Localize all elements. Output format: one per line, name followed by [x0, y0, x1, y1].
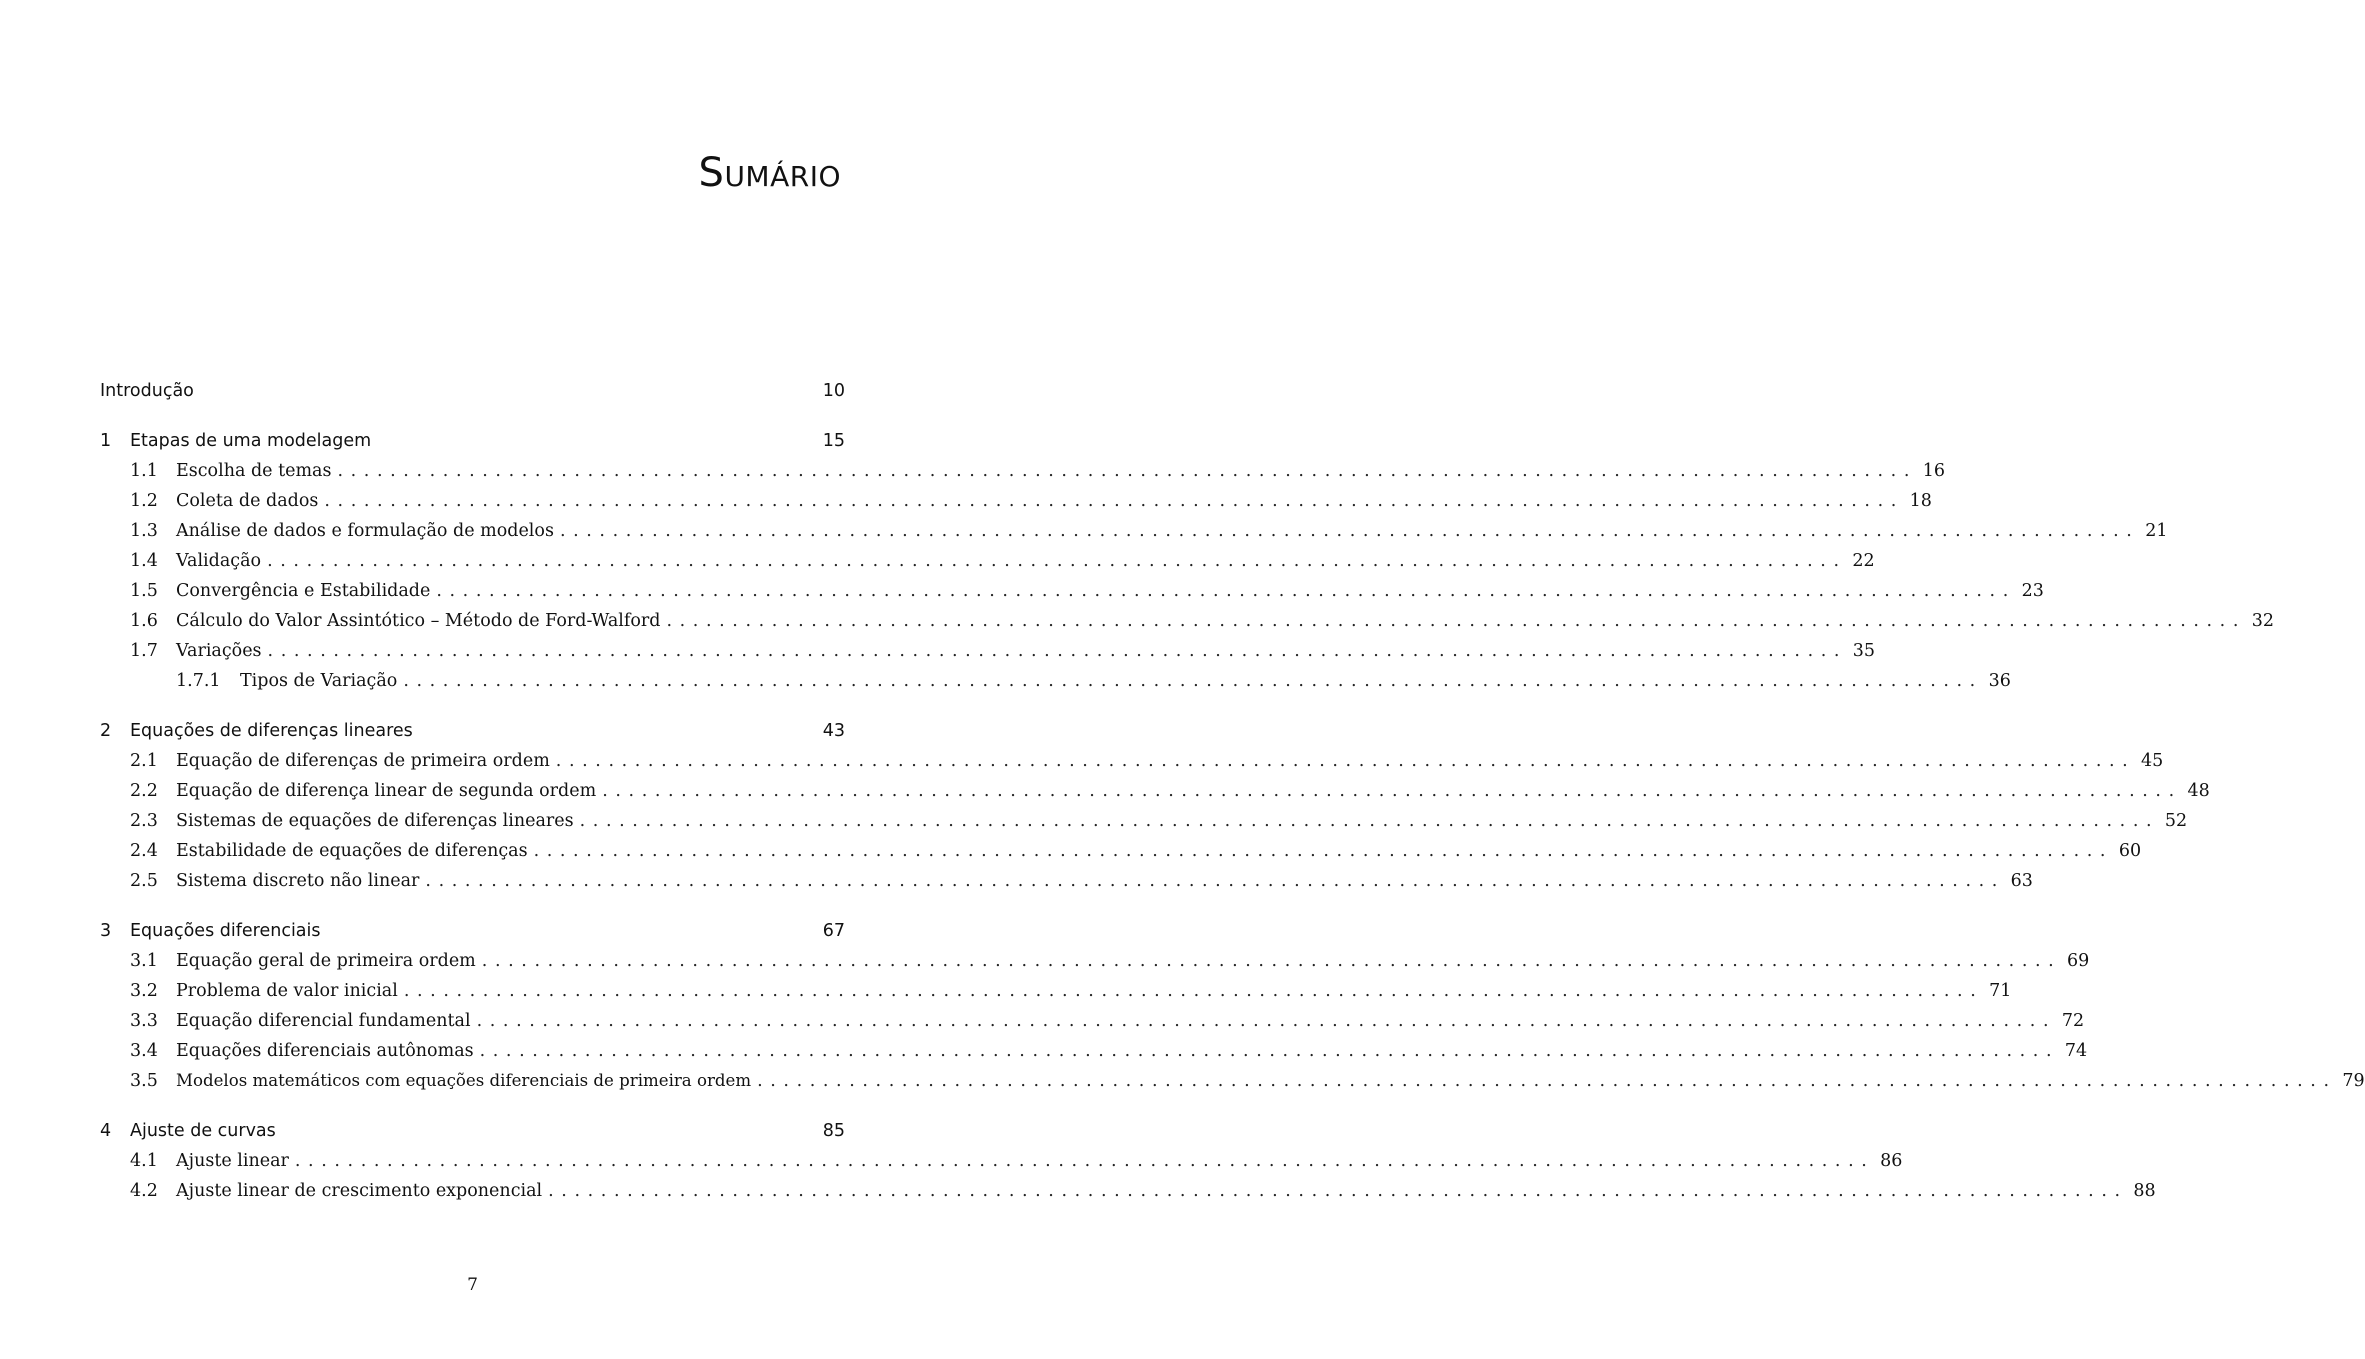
toc-section-3-2[interactable]	[100, 976, 2012, 1006]
toc-section-label: Ajuste linear	[176, 1151, 289, 1171]
dot-leader: ........................................................................................................................	[555, 751, 2136, 771]
toc-section-3-1[interactable]	[100, 946, 2090, 976]
toc-section-page: 79	[2342, 1071, 2365, 1091]
toc-chapter-2[interactable]	[100, 716, 845, 746]
toc-subsection-page: 36	[1988, 671, 2011, 691]
toc-section-number: 3.2	[130, 981, 158, 1001]
toc-section-1-3[interactable]	[100, 516, 2168, 546]
dot-leader: ........................................................................................................................	[481, 951, 2062, 971]
toc-chapter-page: 67	[822, 921, 845, 941]
toc-chapter-3[interactable]	[100, 916, 845, 946]
toc-section-1-5[interactable]	[100, 576, 2044, 606]
page-title: Sumário	[698, 150, 841, 196]
toc-chapter-number: 4	[100, 1121, 112, 1141]
dot-leader: ........................................................................................................................	[425, 871, 2005, 891]
table-of-contents	[100, 376, 2365, 1206]
toc-section-page: 35	[1852, 641, 1876, 661]
toc-section-number: 1.5	[130, 581, 158, 601]
toc-section-page: 16	[1922, 461, 1946, 481]
toc-section-number: 4.2	[130, 1181, 158, 1201]
dot-leader: ........................................................................................................................	[324, 491, 1904, 511]
toc-section-label: Problema de valor inicial	[176, 981, 398, 1001]
dot-leader: ........................................................................................................................	[479, 1041, 2060, 1061]
toc-subsection-number: 1.7.1	[176, 671, 221, 691]
toc-section-2-2[interactable]	[100, 776, 2210, 806]
dot-leader: ........................................................................................................................	[548, 1181, 2128, 1201]
toc-section-label: Sistemas de equações de diferenças lineares	[176, 811, 574, 831]
toc-section-page: 88	[2133, 1181, 2156, 1201]
toc-entry-introduction[interactable]	[100, 376, 845, 406]
dot-leader: ........................................................................................................................	[757, 1071, 2337, 1091]
toc-chapter-1[interactable]	[100, 426, 845, 456]
toc-section-label: Coleta de dados	[176, 491, 319, 511]
toc-entry-label: Introdução	[100, 381, 194, 401]
toc-chapter-label: Equações de diferenças lineares	[130, 721, 413, 741]
toc-section-label: Modelos matemáticos com equações diferenciais de primeira ordem	[176, 1071, 752, 1090]
toc-section-label: Convergência e Estabilidade	[176, 581, 431, 601]
toc-section-number: 3.3	[130, 1011, 158, 1031]
page-number: 7	[467, 1275, 478, 1295]
toc-section-page: 71	[1989, 981, 2012, 1001]
toc-section-label: Análise de dados e formulação de modelos	[176, 521, 554, 541]
toc-section-label: Equação diferencial fundamental	[176, 1011, 471, 1031]
toc-section-number: 2.4	[130, 841, 158, 861]
toc-section-page: 74	[2064, 1041, 2088, 1061]
toc-section-number: 1.3	[130, 521, 158, 541]
toc-section-number: 1.6	[130, 611, 158, 631]
toc-section-4-1[interactable]	[100, 1146, 1903, 1176]
toc-section-page: 22	[1852, 551, 1875, 571]
toc-section-number: 1.4	[130, 551, 158, 571]
toc-subsection-1-7-1[interactable]	[100, 666, 2011, 696]
toc-section-number: 2.5	[130, 871, 158, 891]
toc-section-label: Equação de diferenças de primeira ordem	[176, 751, 550, 771]
toc-section-label: Equação geral de primeira ordem	[176, 951, 476, 971]
toc-chapter-number: 3	[100, 921, 112, 941]
toc-section-label: Sistema discreto não linear	[176, 871, 420, 891]
dot-leader: ........................................................................................................................	[337, 461, 1918, 481]
toc-section-label: Estabilidade de equações de diferenças	[176, 841, 528, 861]
dot-leader: ........................................................................................................................	[666, 611, 2247, 631]
toc-chapter-page: 15	[822, 431, 845, 451]
toc-section-number: 1.7	[130, 641, 158, 661]
toc-section-number: 1.1	[130, 461, 158, 481]
dot-leader: ........................................................................................................................	[476, 1011, 2057, 1031]
toc-section-number: 3.4	[130, 1041, 158, 1061]
toc-section-page: 63	[2010, 871, 2033, 891]
toc-section-number: 2.1	[130, 751, 158, 771]
dot-leader: ........................................................................................................................	[559, 521, 2140, 541]
toc-chapter-page: 85	[822, 1121, 845, 1141]
toc-section-page: 18	[1909, 491, 1932, 511]
toc-subsection-label: Tipos de Variação	[240, 671, 398, 691]
toc-section-3-3[interactable]	[100, 1006, 2085, 1036]
dot-leader: ........................................................................................................................	[403, 671, 1983, 691]
toc-section-page: 45	[2141, 751, 2164, 771]
toc-section-page: 52	[2164, 811, 2188, 831]
dot-leader: ........................................................................................................................	[436, 581, 2016, 601]
dot-leader: ........................................................................................................................	[267, 551, 1847, 571]
toc-section-2-1[interactable]	[100, 746, 2164, 776]
toc-section-number: 4.1	[130, 1151, 158, 1171]
dot-leader: ........................................................................................................................	[579, 811, 2160, 831]
toc-section-page: 21	[2145, 521, 2168, 541]
toc-section-number: 1.2	[130, 491, 158, 511]
toc-section-3-5[interactable]	[100, 1066, 2365, 1096]
toc-section-page: 32	[2251, 611, 2275, 631]
toc-section-label: Ajuste linear de crescimento exponencial	[176, 1181, 543, 1201]
toc-chapter-number: 2	[100, 721, 112, 741]
toc-chapter-label: Equações diferenciais	[130, 921, 321, 941]
toc-section-page: 23	[2021, 581, 2044, 601]
dot-leader: ........................................................................................................................	[533, 841, 2114, 861]
dot-leader: ........................................................................................................................	[294, 1151, 1875, 1171]
toc-section-3-4[interactable]	[100, 1036, 2088, 1066]
toc-section-1-4[interactable]	[100, 546, 1875, 576]
toc-chapter-label: Etapas de uma modelagem	[130, 431, 372, 451]
toc-section-label: Equação de diferença linear de segunda ordem	[176, 781, 597, 801]
toc-section-label: Validação	[176, 551, 262, 571]
toc-section-number: 3.1	[130, 951, 158, 971]
toc-section-page: 60	[2118, 841, 2142, 861]
toc-section-page: 69	[2067, 951, 2090, 971]
toc-chapter-number: 1	[100, 431, 112, 451]
toc-section-number: 2.3	[130, 811, 158, 831]
toc-section-label: Variações	[176, 641, 262, 661]
toc-section-label: Cálculo do Valor Assintótico – Método de Ford-Walford	[176, 611, 661, 631]
toc-section-1-7[interactable]	[100, 636, 1876, 666]
toc-section-2-4[interactable]	[100, 836, 2142, 866]
toc-section-label: Escolha de temas	[176, 461, 332, 481]
dot-leader: ........................................................................................................................	[403, 981, 1984, 1001]
toc-chapter-label: Ajuste de curvas	[130, 1121, 276, 1141]
toc-section-1-2[interactable]	[100, 486, 1932, 516]
toc-section-1-6[interactable]	[100, 606, 2275, 636]
toc-section-page: 86	[1880, 1151, 1903, 1171]
toc-chapter-page: 43	[822, 721, 845, 741]
toc-section-1-1[interactable]	[100, 456, 1946, 486]
toc-section-page: 72	[2061, 1011, 2085, 1031]
toc-entry-page: 10	[822, 381, 845, 401]
toc-section-page: 48	[2187, 781, 2210, 801]
dot-leader: ........................................................................................................................	[267, 641, 1848, 661]
toc-section-number: 3.5	[130, 1071, 158, 1091]
toc-chapter-4[interactable]	[100, 1116, 845, 1146]
toc-section-4-2[interactable]	[100, 1176, 2156, 1206]
dot-leader: ........................................................................................................................	[602, 781, 2182, 801]
toc-section-number: 2.2	[130, 781, 158, 801]
toc-section-label: Equações diferenciais autônomas	[176, 1041, 474, 1061]
toc-section-2-3[interactable]	[100, 806, 2188, 836]
toc-section-2-5[interactable]	[100, 866, 2033, 896]
